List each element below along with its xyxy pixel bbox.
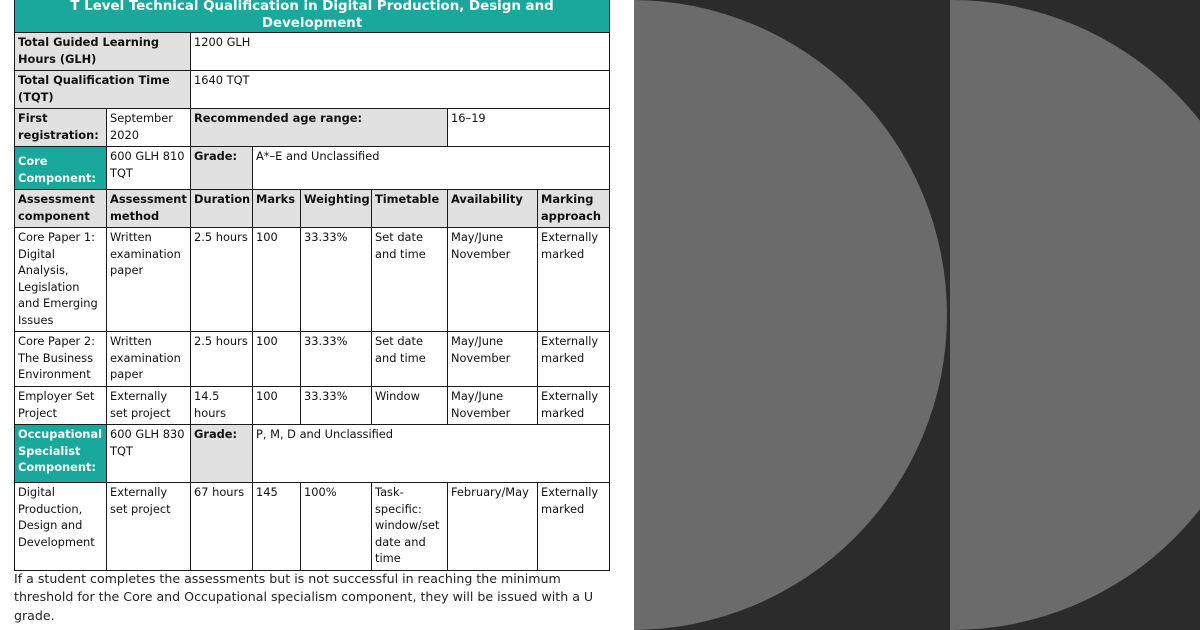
column-header: Assessment component (15, 190, 107, 228)
occupational-grade-value: P, M, D and Unclassified (253, 425, 610, 483)
table-row (15, 387, 610, 425)
cell-component: Employer Set Project (15, 387, 107, 425)
cell-duration: 14.5 hours (191, 387, 253, 425)
column-header: Marks (253, 190, 301, 228)
cell-duration: 2.5 hours (191, 228, 253, 332)
cell-marking: Externally marked (538, 228, 610, 332)
cell-timetable: Set date and time (372, 332, 448, 387)
column-header: Weighting (301, 190, 372, 228)
cell-marks: 145 (253, 483, 301, 571)
column-header: Marking approach (538, 190, 610, 228)
cell-marks: 100 (253, 387, 301, 425)
tqt-label: Total Qualification Time (TQT) (15, 71, 191, 109)
cell-method: Written examination paper (107, 228, 191, 332)
age-range-value: 16–19 (448, 109, 610, 147)
half-circle-shape (634, 0, 947, 630)
cell-component: Digital Production, Design and Development (15, 483, 107, 571)
column-header: Timetable (372, 190, 448, 228)
cell-duration: 2.5 hours (191, 332, 253, 387)
first-registration-value: September 2020 (107, 109, 191, 147)
cell-timetable: Task-specific: window/set date and time (372, 483, 448, 571)
decorative-panel-left (634, 0, 950, 630)
occupational-component-label: Occupational Specialist Component: (15, 425, 107, 483)
cell-availability: May/June November (448, 332, 538, 387)
cell-marks: 100 (253, 332, 301, 387)
table-title: T Level Technical Qualification in Digital Production, Design and Development (15, 0, 610, 33)
occupational-hours: 600 GLH 830 TQT (107, 425, 191, 483)
cell-component: Core Paper 2: The Business Environment (15, 332, 107, 387)
first-registration-label: First registration: (15, 109, 107, 147)
cell-method: Externally set project (107, 387, 191, 425)
core-component-label: Core Component: (15, 147, 107, 190)
table-row (15, 228, 610, 332)
cell-weighting: 33.33% (301, 332, 372, 387)
glh-value: 1200 GLH (191, 33, 610, 71)
footnote: If a student completes the assessments but is not successful in reaching the minimum threshold for the Core and Occupational specialism component, they will be issued with a U grade. (14, 571, 594, 623)
cell-weighting: 33.33% (301, 228, 372, 332)
qualification-table (14, 0, 610, 571)
occupational-grade-label: Grade: (191, 425, 253, 483)
cell-method: Written examination paper (107, 332, 191, 387)
table-row (15, 483, 610, 571)
table-row (15, 332, 610, 387)
column-header: Availability (448, 190, 538, 228)
age-range-label: Recommended age range: (191, 109, 448, 147)
cell-timetable: Window (372, 387, 448, 425)
tqt-value: 1640 TQT (191, 71, 610, 109)
half-circle-shape (950, 0, 1200, 630)
core-grade-label: Grade: (191, 147, 253, 190)
column-header: Assessment method (107, 190, 191, 228)
cell-method: Externally set project (107, 483, 191, 571)
cell-timetable: Set date and time (372, 228, 448, 332)
cell-marking: Externally marked (538, 483, 610, 571)
cell-marking: Externally marked (538, 332, 610, 387)
cell-duration: 67 hours (191, 483, 253, 571)
cell-weighting: 33.33% (301, 387, 372, 425)
cell-marking: Externally marked (538, 387, 610, 425)
core-hours: 600 GLH 810 TQT (107, 147, 191, 190)
cell-availability: May/June November (448, 228, 538, 332)
cell-component: Core Paper 1: Digital Analysis, Legislation and Emerging Issues (15, 228, 107, 332)
cell-availability: May/June November (448, 387, 538, 425)
glh-label: Total Guided Learning Hours (GLH) (15, 33, 191, 71)
cell-weighting: 100% (301, 483, 372, 571)
cell-availability: February/May (448, 483, 538, 571)
cell-marks: 100 (253, 228, 301, 332)
core-grade-value: A*–E and Unclassified (253, 147, 610, 190)
column-header: Duration (191, 190, 253, 228)
decorative-panel-right (950, 0, 1200, 630)
